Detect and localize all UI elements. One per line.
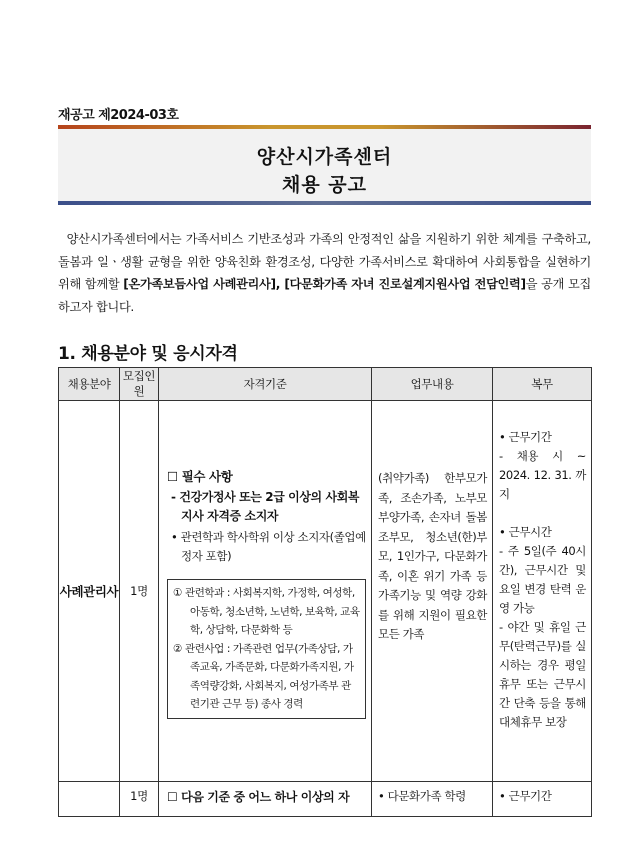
required-heading: ☐ 필수 사항 — [167, 469, 233, 484]
title-bottom-bar — [58, 201, 591, 205]
header-field: 채용분야 — [59, 368, 120, 401]
table-header-row — [59, 368, 592, 401]
intro-bold-positions: [온가족보듬사업 사례관리사], [다문화가족 자녀 진로설계지원사업 전담인력] — [123, 277, 526, 291]
service-period-label: • 근무기간 — [499, 430, 552, 444]
section-title: 1. 채용분야 및 응시자격 — [58, 344, 238, 364]
header-service: 복무 — [493, 368, 592, 401]
title-top-bar — [58, 125, 591, 129]
row2-count: 1명 — [120, 782, 159, 817]
center-name: 양산시가족센터 — [256, 146, 393, 168]
required-license: - 건강가정사 또는 2급 이상의 사회복지사 자격증 소지자 — [171, 490, 360, 523]
service-period: - 채용 시 ~ 2024. 12. 31. 까지 — [499, 449, 586, 501]
notice-number: 재공고 제2024-03호 — [58, 108, 179, 123]
intro-text-2: 을 공개 모집하고자 합니다. — [58, 277, 591, 314]
recruitment-table — [58, 367, 592, 817]
title-box — [58, 125, 591, 205]
intro-paragraph — [58, 228, 591, 318]
table-row — [59, 401, 592, 782]
header-count: 모집인원 — [120, 368, 159, 401]
service-hours: - 주 5일(주 40시간), 근무시간 및 요일 변경 탄력 운영 가능 — [499, 544, 586, 615]
header-duty: 업무내용 — [372, 368, 493, 401]
row2-field — [59, 782, 120, 817]
row2-duty: • 다문화가족 학령 — [372, 782, 493, 817]
row1-count: 1명 — [120, 401, 159, 782]
row2-service: • 근무기간 — [493, 782, 592, 817]
row1-duty: (취약가족) 한부모가족, 조손가족, 노부모 부양가족, 손자녀 돌봄 조부모, 청소년(한)부모, 1인가구, 다문화가족, 이혼 위기 가족 등 가족기능 및 역량 강화를 위해 지원이 필요한 모든 가족 — [372, 401, 493, 782]
related-field-box — [167, 579, 366, 719]
row2-qualification: ☐ 다음 기준 중 어느 하나 이상의 자 — [159, 782, 372, 817]
header-qualification: 자격기준 — [159, 368, 372, 401]
intro-text-1: 양산시가족센터에서는 가족서비스 기반조성과 가족의 안정적인 삶을 지원하기 위한 체계를 구축하고, 돌봄과 일ㆍ생활 균형을 위한 양육친화 환경조성, 다양한 가족서비스로 확대하여 사회통합을 실현하기 위해 함께할 — [58, 232, 591, 291]
row1-qualification — [159, 401, 372, 782]
row1-field: 사례관리사 — [59, 401, 120, 782]
notice-title: 채용 공고 — [281, 174, 368, 196]
row1-service — [493, 401, 592, 782]
related-majors: ① 관련학과 : 사회복지학, 가정학, 여성학, 아동학, 청소년학, 노년학, 보육학, 교육학, 상담학, 다문화학 등 — [173, 587, 360, 636]
related-work: ② 관련사업 : 가족관련 업무(가족상담, 가족교육, 가족문화, 다문화가족지원, 가족역량강화, 사회복지, 여성가족부 관련기관 근무 등) 종사 경력 — [173, 642, 354, 710]
service-hours-label: • 근무시간 — [499, 525, 552, 539]
required-degree: • 관련학과 학사학위 이상 소지자(졸업예정자 포함) — [171, 530, 366, 563]
service-night-work: - 야간 및 휴일 근무(탄력근무)를 실시하는 경우 평일 휴무 또는 근무시간 단축 등을 통해 대체휴무 보장 — [499, 620, 586, 729]
table-row — [59, 782, 592, 817]
